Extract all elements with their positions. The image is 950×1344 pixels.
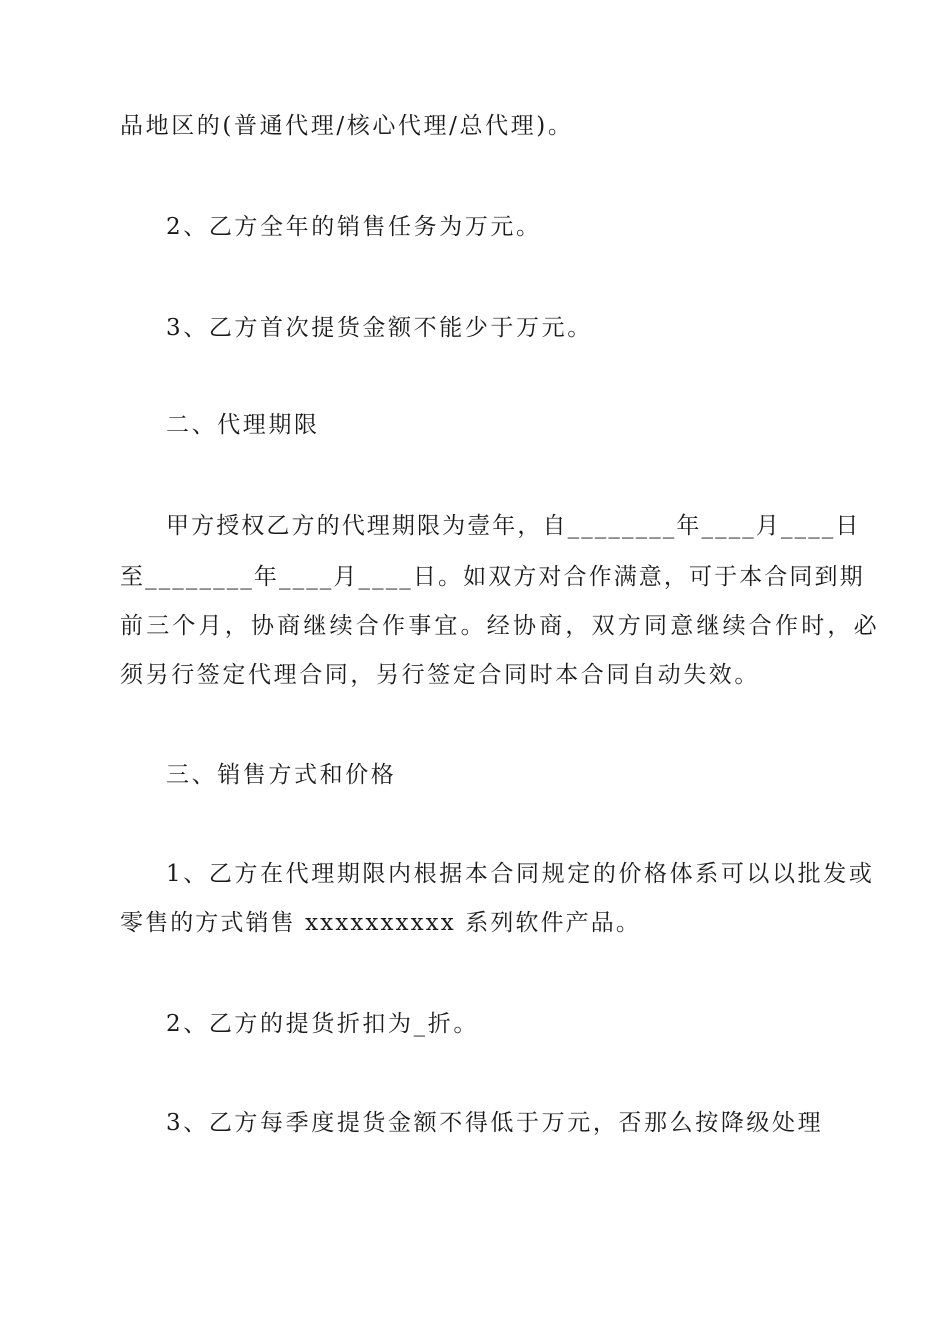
section-heading-sales-method-price: 三、销售方式和价格 <box>166 762 397 788</box>
paragraph-line-agency-term-4: 须另行签定代理合同，另行签定合同时本合同自动失效。 <box>120 662 760 688</box>
paragraph-line-quarterly-pickup: 3、乙方每季度提货金额不得低于万元，否那么按降级处理 <box>166 1110 824 1136</box>
paragraph-line-agency-term-1: 甲方授权乙方的代理期限为壹年，自________年____月____日 <box>166 513 861 539</box>
paragraph-line-agency-term-2: 至________年____月____日。如双方对合作满意，可于本合同到期 <box>120 564 865 590</box>
paragraph-line-agent-type: 品地区的(普通代理/核心代理/总代理)。 <box>120 113 574 139</box>
paragraph-line-sales-method-2: 零售的方式销售 xxxxxxxxxx 系列软件产品。 <box>120 910 641 936</box>
paragraph-line-agency-term-3: 前三个月，协商继续合作事宜。经协商，双方同意继续合作时，必 <box>120 613 880 639</box>
paragraph-line-sales-method-1: 1、乙方在代理期限内根据本合同规定的价格体系可以以批发或 <box>166 861 875 887</box>
paragraph-line-first-pickup-amount: 3、乙方首次提货金额不能少于万元。 <box>166 315 593 341</box>
section-heading-agency-term: 二、代理期限 <box>166 412 320 438</box>
paragraph-line-pickup-discount: 2、乙方的提货折扣为_折。 <box>166 1011 479 1037</box>
paragraph-line-annual-sales-task: 2、乙方全年的销售任务为万元。 <box>166 214 542 240</box>
